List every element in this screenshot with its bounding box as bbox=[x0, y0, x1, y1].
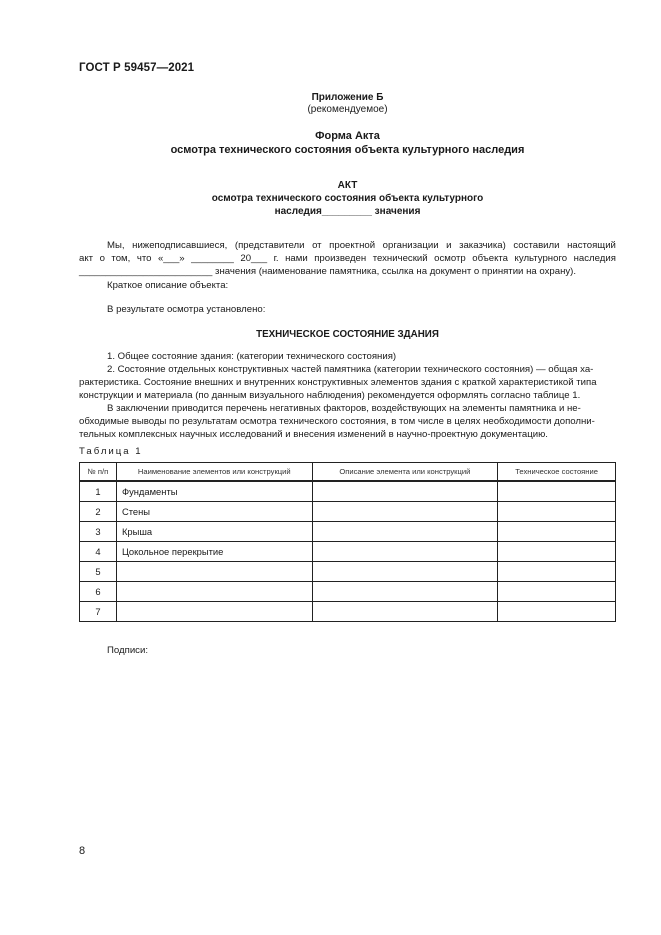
item-2-line-3: конструкции и материала (по данным визуального наблюдения) рекомендуется оформлять согласно таблице 1. bbox=[79, 390, 581, 401]
intro-word: настоящий bbox=[567, 240, 616, 251]
table-row bbox=[80, 481, 616, 502]
row-number: 5 bbox=[80, 562, 117, 582]
page-number: 8 bbox=[79, 845, 86, 857]
inspection-result-label: В результате осмотра установлено: bbox=[107, 304, 266, 315]
intro-paragraph bbox=[79, 239, 616, 278]
item-3-line-1: В заключении приводится перечень негативных факторов, воздействующих на элементы памятника и не- bbox=[107, 403, 581, 414]
intro-word: заказчика) bbox=[459, 240, 506, 251]
intro-word: Мы, bbox=[107, 240, 125, 251]
row-condition-cell bbox=[498, 481, 616, 502]
row-description-cell bbox=[312, 502, 498, 522]
row-element-name: Фундаменты bbox=[116, 481, 312, 502]
intro-word: осмотр bbox=[434, 253, 466, 264]
row-element-name bbox=[116, 602, 312, 622]
row-number: 4 bbox=[80, 542, 117, 562]
col-header-element-name: Наименование элементов или конструкций bbox=[116, 463, 312, 482]
document-code: ГОСТ Р 59457—2021 bbox=[79, 62, 195, 74]
form-title-line1: Форма Акта bbox=[315, 130, 380, 142]
row-number: 1 bbox=[80, 481, 117, 502]
items-block bbox=[79, 350, 616, 441]
intro-word: проектной bbox=[329, 240, 376, 251]
form-title-line2: осмотра технического состояния объекта культурного наследия bbox=[170, 144, 525, 156]
intro-word: акт bbox=[79, 253, 94, 264]
row-condition-cell bbox=[498, 522, 616, 542]
table-caption: Таблица 1 bbox=[79, 446, 143, 457]
row-condition-cell bbox=[498, 502, 616, 522]
item-1: 1. Общее состояние здания: (категории технического состояния) bbox=[107, 351, 397, 362]
intro-word: организации bbox=[382, 240, 439, 251]
intro-word: ________ bbox=[191, 253, 234, 264]
table-row bbox=[80, 582, 616, 602]
row-number: 6 bbox=[80, 582, 117, 602]
row-element-name bbox=[116, 582, 312, 602]
intro-word: культурного bbox=[514, 253, 568, 264]
item-2-line-2: рактеристика. Состояние внешних и внутренних конструктивных элементов здания с краткой характеристикой типа bbox=[79, 377, 597, 388]
table-row bbox=[80, 542, 616, 562]
intro-word: наследия bbox=[573, 253, 616, 264]
table-row bbox=[80, 562, 616, 582]
intro-word: что bbox=[136, 253, 152, 264]
intro-word: и bbox=[446, 240, 452, 251]
intro-line-3: _________________________ значения (наименование памятника, ссылка на документ о принятии на охрану). bbox=[79, 266, 577, 277]
intro-word: технический bbox=[372, 253, 428, 264]
row-condition-cell bbox=[498, 582, 616, 602]
brief-description-label: Краткое описание объекта: bbox=[107, 280, 229, 291]
signatures-label: Подписи: bbox=[107, 645, 148, 656]
col-header-condition: Техническое состояние bbox=[498, 463, 616, 482]
col-header-number: № п/п bbox=[80, 463, 117, 482]
row-description-cell bbox=[312, 542, 498, 562]
row-description-cell bbox=[312, 522, 498, 542]
row-number: 7 bbox=[80, 602, 117, 622]
row-element-name bbox=[116, 562, 312, 582]
intro-word: (представители bbox=[234, 240, 305, 251]
table-row bbox=[80, 602, 616, 622]
intro-line-2 bbox=[79, 252, 616, 265]
item-2-line-1: 2. Состояние отдельных конструктивных частей памятника (категории технического состояния) — общая ха- bbox=[107, 364, 594, 375]
row-element-name: Крыша bbox=[116, 522, 312, 542]
row-description-cell bbox=[312, 562, 498, 582]
table-header-row bbox=[80, 463, 616, 482]
row-description-cell bbox=[312, 582, 498, 602]
inspection-table bbox=[79, 462, 616, 622]
intro-word: г. bbox=[273, 253, 279, 264]
item-3-line-2: обходимые выводы по результатам осмотра технического состояния, в том числе в целях необходимости дополни- bbox=[79, 416, 595, 427]
table-row bbox=[80, 522, 616, 542]
item-3-line-3: тельных комплексных научных исследований и внесения изменений в научно-проектную документацию. bbox=[79, 429, 548, 440]
intro-word: нижеподписавшиеся, bbox=[132, 240, 228, 251]
appendix-title: Приложение Б bbox=[311, 92, 384, 103]
row-description-cell bbox=[312, 481, 498, 502]
intro-word: 20___ bbox=[240, 253, 268, 264]
act-title-line2: наследия_________ значения bbox=[274, 206, 421, 217]
intro-word: о bbox=[99, 253, 105, 264]
row-description-cell bbox=[312, 602, 498, 622]
row-number: 3 bbox=[80, 522, 117, 542]
row-condition-cell bbox=[498, 562, 616, 582]
row-condition-cell bbox=[498, 542, 616, 562]
intro-word: том, bbox=[111, 253, 131, 264]
row-condition-cell bbox=[498, 602, 616, 622]
intro-word: объекта bbox=[472, 253, 509, 264]
row-element-name: Цокольное перекрытие bbox=[116, 542, 312, 562]
col-header-description: Описание элемента или конструкций bbox=[312, 463, 498, 482]
intro-word: нами bbox=[285, 253, 308, 264]
intro-line-1 bbox=[79, 239, 616, 252]
intro-word: от bbox=[312, 240, 322, 251]
intro-word: произведен bbox=[314, 253, 367, 264]
section-title: ТЕХНИЧЕСКОЕ СОСТОЯНИЕ ЗДАНИЯ bbox=[256, 329, 439, 340]
act-title: АКТ bbox=[337, 180, 358, 191]
row-element-name: Стены bbox=[116, 502, 312, 522]
row-number: 2 bbox=[80, 502, 117, 522]
intro-word: составили bbox=[513, 240, 560, 251]
intro-word: «___» bbox=[157, 253, 185, 264]
act-title-line1: осмотра технического состояния объекта культурного bbox=[211, 193, 484, 204]
appendix-subtitle: (рекомендуемое) bbox=[307, 104, 388, 115]
table-row bbox=[80, 502, 616, 522]
